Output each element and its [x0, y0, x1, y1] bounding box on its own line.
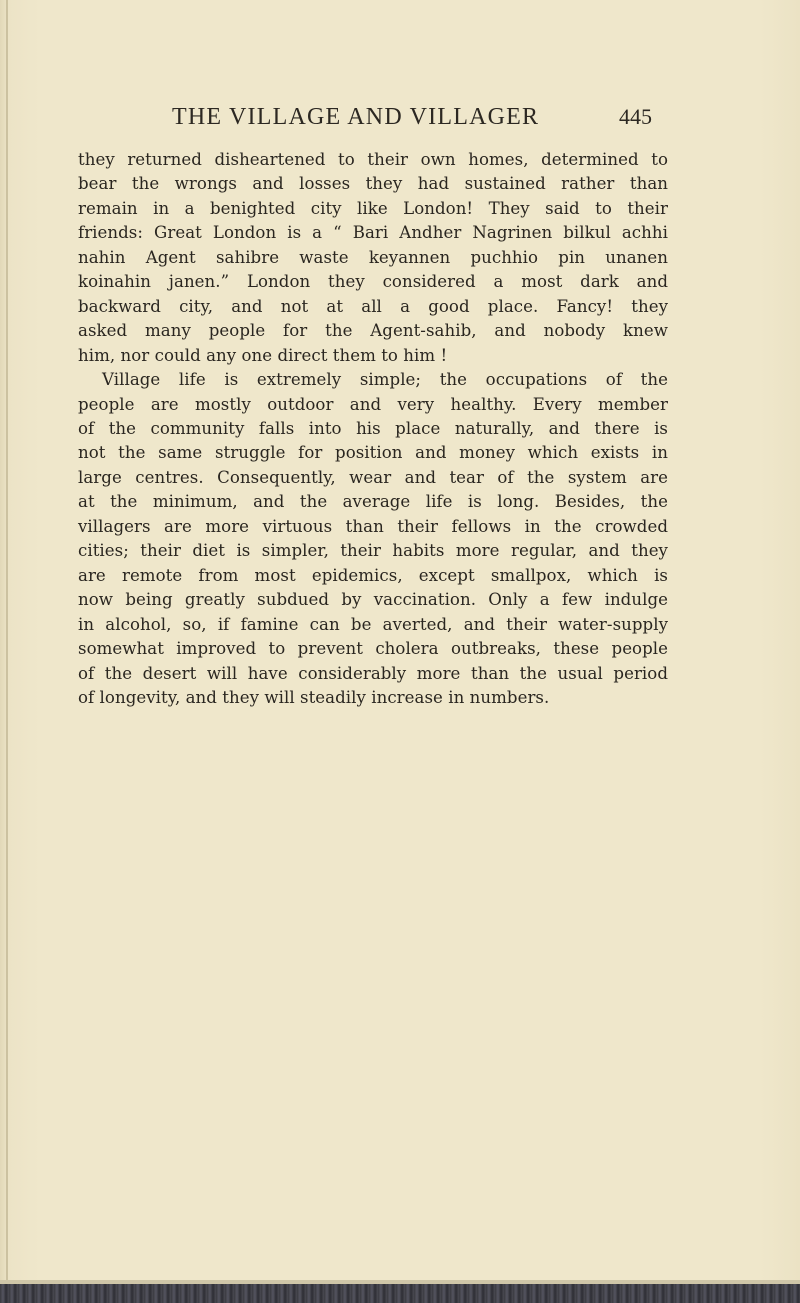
page-number: 445 — [619, 104, 652, 129]
text-line: at the minimum, and the average life is long. Besides, the — [78, 492, 668, 512]
text-line: koinahin janen.” London they considered a most dark and — [78, 272, 668, 292]
text-line: of the community falls into his place naturally, and there is — [78, 418, 668, 438]
text-line: somewhat improved to prevent cholera outbreaks, these people — [78, 639, 668, 659]
text-line: Village life is extremely simple; the occupations of the — [102, 370, 668, 390]
running-head: THE VILLAGE AND VILLAGER — [172, 104, 540, 130]
paragraph-1 — [78, 148, 668, 368]
text-line: of longevity, and they will steadily increase in numbers. — [78, 687, 550, 707]
text-line: are remote from most epidemics, except smallpox, which is — [78, 565, 668, 585]
body-text — [78, 148, 668, 710]
text-line: bear the wrongs and losses they had sustained rather than — [78, 174, 668, 194]
scan-bottom-band — [0, 1284, 800, 1303]
text-line: in alcohol, so, if famine can be averted, and their water-supply — [78, 614, 668, 634]
text-line: nahin Agent sahibre waste keyannen puchhio pin unanen — [78, 247, 668, 267]
page-gutter-edge — [6, 0, 8, 1290]
text-line: friends: Great London is a “ Bari Andher Nagrinen bilkul achhi — [78, 223, 668, 243]
text-line: him, nor could any one direct them to him ! — [78, 345, 448, 365]
text-line: they returned disheartened to their own homes, determined to — [78, 150, 668, 169]
text-line: of the desert will have considerably more than the usual period — [78, 663, 668, 683]
page-header — [172, 104, 652, 140]
paragraph-2 — [78, 368, 668, 710]
text-line: villagers are more virtuous than their fellows in the crowded — [78, 516, 668, 536]
text-line: remain in a benighted city like London! They said to their — [78, 198, 668, 218]
text-line: backward city, and not at all a good place. Fancy! they — [78, 296, 668, 316]
text-line: now being greatly subdued by vaccination. Only a few indulge — [78, 590, 668, 610]
text-line: large centres. Consequently, wear and tear of the system are — [78, 467, 668, 487]
text-line: people are mostly outdoor and very healthy. Every member — [78, 394, 668, 414]
text-line: asked many people for the Agent-sahib, and nobody knew — [78, 321, 668, 341]
text-line: cities; their diet is simpler, their habits more regular, and they — [78, 541, 668, 561]
text-line: not the same struggle for position and money which exists in — [78, 443, 668, 463]
